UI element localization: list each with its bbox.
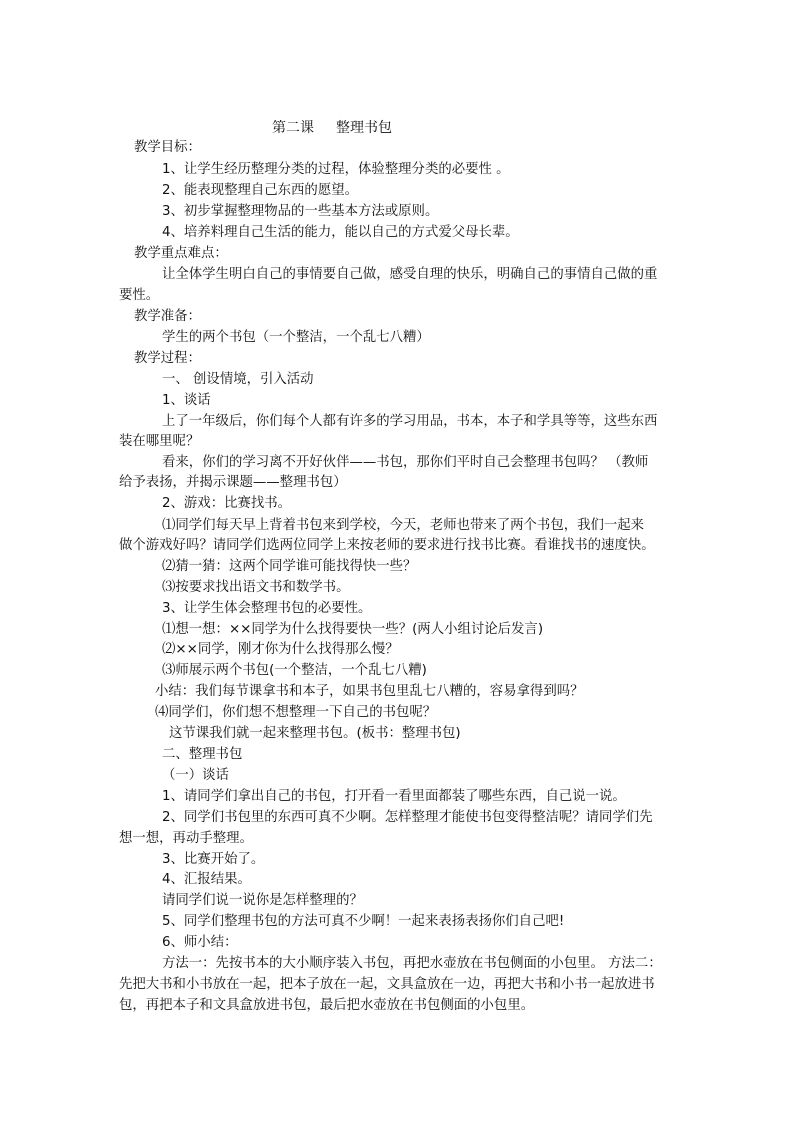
goal-item: 4、培养料理自己生活的能力，能以自己的方式爱父母长辈。 [162,225,519,240]
subsection-heading: 二、整理书包 [162,747,243,762]
paragraph-line: ⑷同学们，你们想不想整理一下自己的书包呢？ [155,705,437,720]
paragraph-line: ⑵××同学，刚才你为什么找得那么慢？ [162,642,399,657]
paragraph-line: ⑶师展示两个书包(一个整洁，一个乱七八糟) [162,663,427,678]
paragraph-line: ⑶按要求找出语文书和数学书。 [162,580,350,595]
paragraph-line: 小结：我们每节课拿书和本子，如果书包里乱七八糟的，容易拿得到吗？ [155,684,584,699]
step-item: 5、同学们整理书包的方法可真不少啊！一起来表扬表扬你们自己吧! [162,914,565,929]
step-item: 2、游戏：比赛找书。 [162,496,292,511]
step-item: 3、比赛开始了。 [162,852,265,867]
section-heading-preparation: 教学准备： [134,309,201,324]
paragraph-line: 看来，你们的学习离不开好伙伴——书包，那你们平时自己会整理书包吗？ （教师 [162,455,649,470]
paragraph-line: 请同学们说一说你是怎样整理的？ [162,893,363,908]
section-heading-process: 教学过程： [134,351,201,366]
step-item: 4、汇报结果。 [162,872,251,887]
paragraph-line: ⑴想一想：××同学为什么找得要快一些？(两人小组讨论后发言) [162,622,544,637]
goal-item: 1、让学生经历整理分类的过程，体验整理分类的必要性 。 [162,162,510,177]
goal-item: 3、初步掌握整理物品的一些基本方法或原则。 [162,204,439,219]
subsection-heading: 一、 创设情境，引入活动 [162,372,314,387]
paragraph-line: 要性。 [119,288,160,303]
section-heading-key-points: 教学重点难点： [134,246,228,261]
goal-item: 2、能表现整理自己东西的愿望。 [162,183,358,198]
paragraph-line: 装在哪里呢？ [119,434,200,449]
lesson-name: 整理书包 [336,120,392,136]
step-item: （一）谈话 [162,768,229,783]
step-item: 1、谈话 [162,393,211,408]
paragraph-line: 让全体学生明白自己的事情要自己做，感受自理的快乐，明确自己的事情自己做的重 [162,267,658,282]
lesson-number: 第二课 [272,120,314,136]
step-item: 1、请同学们拿出自己的书包，打开看一看里面都装了哪些东西，自己说一说。 [162,789,626,804]
paragraph-line: 包，再把本子和文具盒放进书包，最后把水壶放在书包侧面的小包里。 [119,998,535,1013]
paragraph-line: 先把大书和小书放在一起，把本子放在一起，文具盒放在一边，再把大书和小书一起放进书 [119,977,655,992]
paragraph-line: 方法一：先按书本的大小顺序装入书包，再把水壶放在书包侧面的小包里。 方法二： [162,956,662,971]
step-item: 3、让学生体会整理书包的必要性。 [162,601,372,616]
step-item: 2、同学们书包里的东西可真不少啊。怎样整理才能使书包变得整洁呢？请同学们先 [162,810,653,825]
paragraph-line: 想一想，再动手整理。 [119,831,253,846]
paragraph-line: 给予表扬，并揭示课题——整理书包） [119,475,347,490]
section-heading-goals: 教学目标： [134,140,201,155]
paragraph-line: ⑴同学们每天早上背着书包来到学校，今天，老师也带来了两个书包，我们一起来 [162,518,645,533]
paragraph-line: 学生的两个书包（一个整洁，一个乱七八糟） [162,330,430,345]
step-item: 6、师小结： [162,935,238,950]
paragraph-line: 做个游戏好吗？请同学们选两位同学上来按老师的要求进行找书比赛。看谁找书的速度快。 [119,538,655,553]
paragraph-line: ⑵猜一猜：这两个同学谁可能找得快一些？ [162,559,417,574]
paragraph-line: 上了一年级后，你们每个人都有许多的学习用品，书本，本子和学具等等，这些东西 [162,414,658,429]
lesson-title [272,118,392,138]
paragraph-line: 这节课我们就一起来整理书包。(板书：整理书包) [169,726,461,741]
